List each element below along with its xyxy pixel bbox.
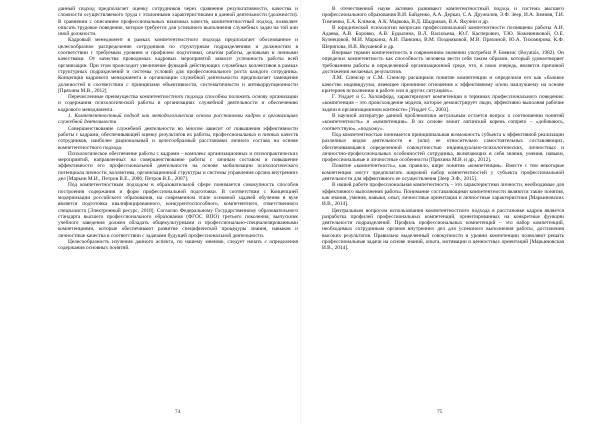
paragraph: Совершенствование служебной деятельности во многом зависит от повышения эффективности работы с кадрами, обеспечивающей оценку результатов их работы, профессиональных и личных качеств сотрудников, наиболее рациональный и целесообразный расстановки личного состава на основе компетентностного подхода.: [58, 125, 298, 151]
paragraph: Впервые термин компетентность в современном значении употребил Р. Боявзис (Boyatzis, 1982). Он определил компетентность как способность человека вести себя таким образом, который удовлетворяет требованиям работы в определенной организационной среде, что, в свою очередь, является причиной достижения желаемых результатов.: [322, 50, 564, 75]
paragraph: Центральным вопросом использования компетентностного подхода в расстановке кадров является разработка профилей профессиональных компетенций, ориентированных на конкретные функции деятельности подразделений. Профиль профессиональных компетенций – это набор компетенций, необходимых сотрудникам органов внутренних дел для успешного выполнения работы, достижения высоких результатов. Правильно выделенный совокупности и уровни компетенции позволяют решать профессиональные задачи на основе знаний, опыта, мотивации и ценностных ориентаций [Марьиновская И.В., 2014].: [322, 207, 564, 252]
paragraph: Перечисленные преимущества компетентностного подхода способны положить основу организации и содержания психологической работы в организациях служебной деятельности и обеспечению кадрового менеджмента.: [58, 94, 298, 113]
paragraph: Кадровый менеджмент в рамках компетентностного подхода предполагает обоснованное и целесообразное распределение сотрудников по структурным подразделениям и должностям в соответствии с требуемым уровнем и профилем подготовки, опытом работы, деловыми и личными качествами. От качества проводимых кадровых мероприятий зависит успешность работы всей организации. При этом происходит увеличение функций действующих служебных коллективов в рамках структурных подразделений и системы условий для профессионального роста каждого сотрудника. Концепция кадрового менеджмента в организации служебной деятельности предполагает замещение должностей в соответствии с принципами объективности, систематичности и антикоррупционности [Пряхина М.В., 2012]: [58, 37, 298, 94]
right-page-number: 75: [437, 409, 443, 415]
paragraph: Л.М. Спенсер и С.М. Спенсер расширили понятие компетенции и определили его как «базовое качество индивидуума, имеющее причинное отношение к эффективному и/или наилучшему на основе критериев исполнению в работе или в других ситуациях».: [322, 75, 564, 94]
paragraph: данный подход предполагает оценку сотрудников через сравнение результативности, качества и сложности осуществляемого труда с эталонными характеристиками в данной деятельности (должности). В сравнении с описанием профессиональных взаимных качеств, компетентностный подход, позволяет описать трудовое поведение, которое требуется для успешного выполнения служебных задач на той или иной должности.: [58, 6, 298, 38]
paragraph: Под компетентностным подходом в образовательной сфере понимается совокупность способов построения содержания и форм профессиональной подготовки. В соответствии с Концепцией модернизации российского образования, на современном этапе основной задачей обучения в вузе является подготовка квалифицированного, конкурентоспособного, компетентного, ответственного специалиста [Электронный ресурс, 2018]. Согласно Федеральному Государственному образовательного стандарта высшего профессионального образования (ФГОС ВПО) третьего поколения, выпускник учебного заведения должен обладать общекультурными и профессионально-специализированными компетенциями, которые обеспечивают развитие специфической процедуры знания, навыков и личностные качества в соответствии с задачами будущей профессиональной деятельности.: [58, 182, 298, 239]
left-page: [58, 6, 298, 406]
paragraph: Психологическое обеспечение работы с кадрами – комплекс организационных и психопрактических мероприятий, направленных на совершенствование работы с личным составом и повышение эффективности его профессиональной деятельности на основе мобилизации психологического потенциала личности, коллектива, организационной структуры и системы управления органа внутренних дел [Марьин М.И., Петров В.Е., 2006; Петров В.Е., 2007].: [58, 150, 298, 183]
left-page-number: 74: [175, 409, 181, 415]
section-heading: 1. Компетентностный подход как методологическая основа расстановки кадров в организациях служебной деятельности: [58, 113, 298, 126]
paragraph: Понятие «компетентность», как правило, шире понятия «компетенция». Вместе с тем некоторые компетенции могут предполагать широкий набор компетентностей у субъекта профессиональной деятельности для эффективного ее осуществления [Зеер Э.Ф., 2015].: [322, 163, 564, 183]
paragraph: Под компетентностью понимается принципиальная возможность субъекта к эффективной реализации различных видов деятельности и (или) ее относительно самостоятельных составляющих, обеспечивающаяся определенной совокупностью индивидуально-психологических, личностных и личностно-профессиональных особенностей сотрудника, включающих в себя знания, умения, навыки, профессиональные и личностные особенности [Пряхина М.В. и др., 2012].: [322, 131, 564, 164]
paragraph: В юридической психологии вопросам профессиональной компетентности посвящены работы А.И. Адаева, А.В. Боровко, А.В. Будылина, В.Л. Васильева, Ю.Г. Касперович, Т.Ю. Кожевниковой, О.Е. Кузнецовой, М.И. Марьина, А.И. Панкина, В.М. Поздняковой, М.В. Пряхиной, Ю.А. Тихомирова, К.Ф. Шерипова, И.В. Якушевой и др.: [322, 24, 564, 50]
page-gutter: [300, 0, 301, 424]
paragraph: Целесообразность изучения данного аспекта, по нашему мнению, следует начать с определения содержания основных понятий.: [58, 238, 298, 252]
paragraph: Г. Уиддет и С. Холлифорд, характеризуют компетенции в терминах профессионального поведения: «компетенция – это происхождение модели, которое демонстрирует люди, эффективно выполняя рабочие задачи в организационном контексте» [Уиддет С., 2003].: [322, 94, 564, 113]
right-page: [322, 6, 564, 406]
paragraph: В нашей работе профессиональная компетентность – это характеристики личности, необходимые для эффективного выполнения работы. Понимание составляющими компетентности являются такие понятия, как знания, умения, навыки, опыт, личностные ориентации и личностные характеристики [Марьиновских И.В., 2014].: [322, 182, 564, 208]
paragraph: В отечественной науке активно развивают компетентностный подход и система высшего профессионального образования В.И. Байденко, А.А. Деркач, С.А. Дружилов, Э.Ф. Зеер, И.А. Зимняя, Т.И. Тимченко, Е.А. Климов, А.К. Маркова, В.Д. Шадриков, В.А. Якунин и др.: [322, 6, 564, 25]
paragraph: В научной литературе данной проблематики актуальным остается вопрос о соотношении понятий «компетентность» и «компетенция». В их основе лежит латинский корень competo – «добиваюсь, соответствую», «подхожу».: [322, 113, 564, 132]
